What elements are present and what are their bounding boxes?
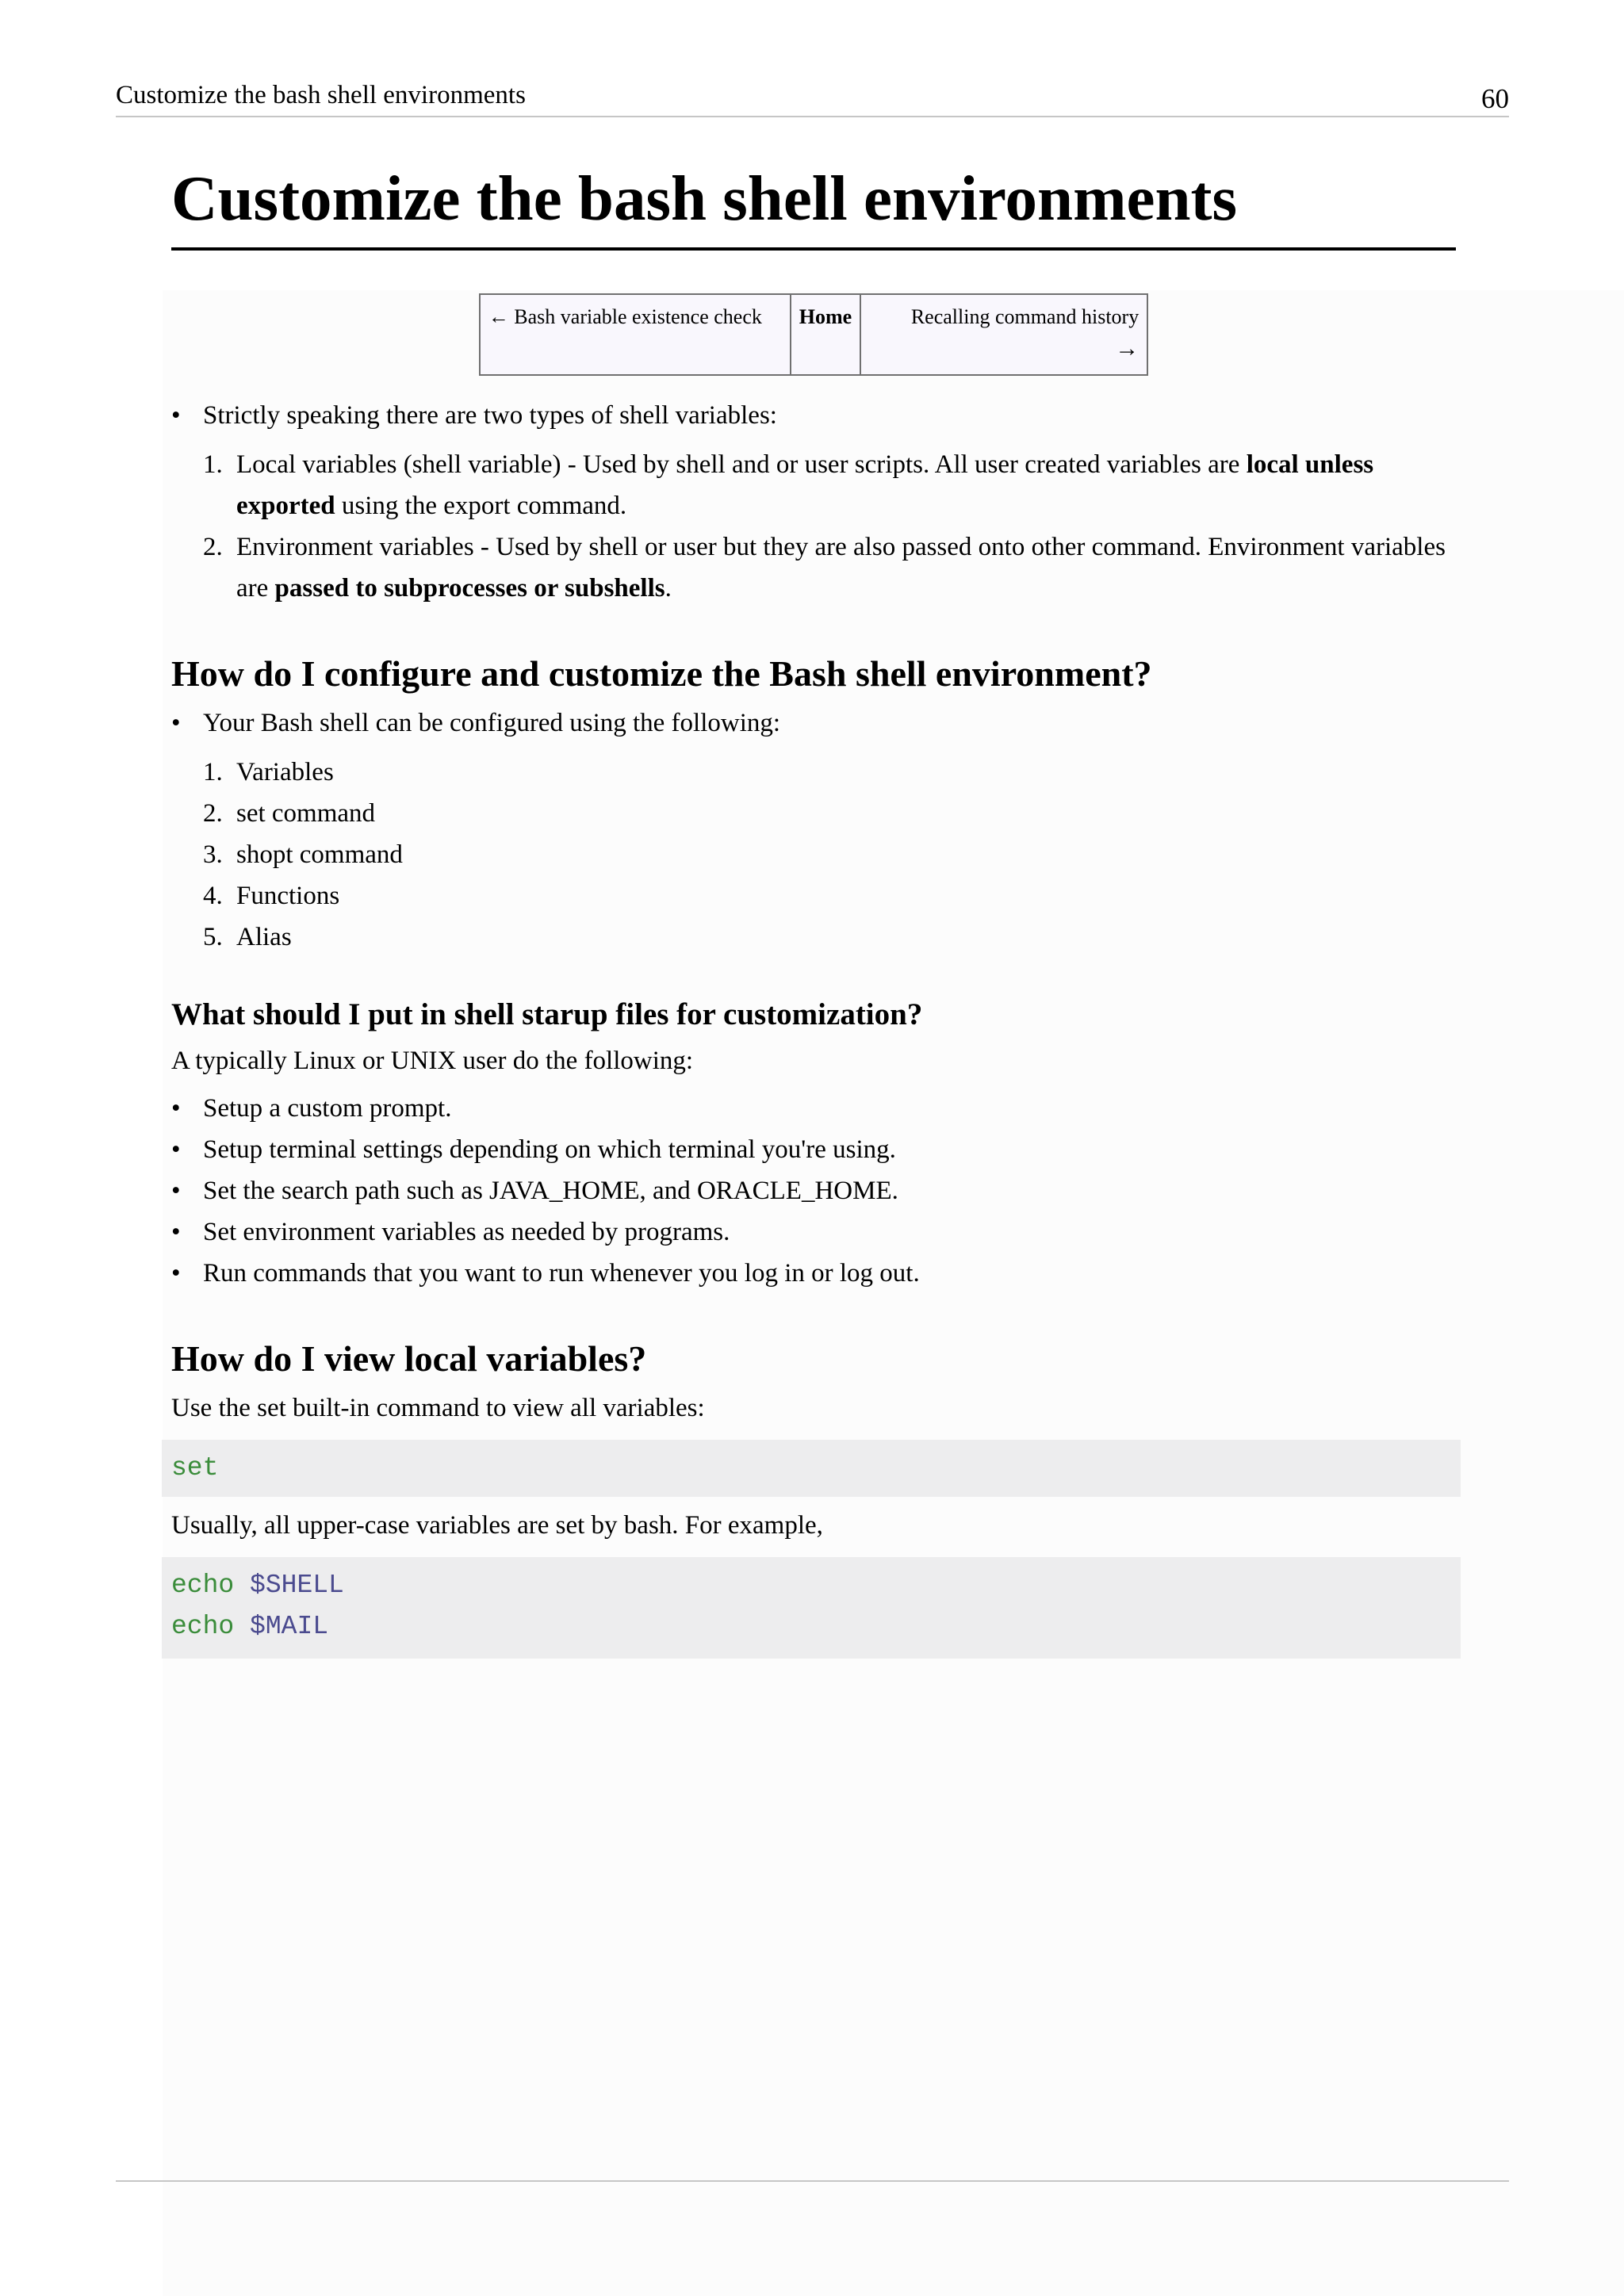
code-variable: $SHELL <box>250 1571 344 1600</box>
item-number: 2. <box>203 799 223 828</box>
list-item <box>171 834 1456 875</box>
code-command: echo <box>171 1571 235 1600</box>
intro-lead: Strictly speaking there are two types of shell variables: <box>203 401 777 430</box>
item-text: Alias <box>236 923 292 951</box>
list-item <box>171 793 1456 834</box>
page-content <box>171 159 1456 1659</box>
nav-prev-link[interactable]: ← Bash variable existence check <box>480 294 791 375</box>
nav-next-label: Recalling command history <box>910 305 1139 328</box>
item-number: 3. <box>203 840 223 869</box>
configure-lead-list <box>171 702 1456 744</box>
list-item <box>171 444 1456 526</box>
footer-rule <box>116 2180 1509 2182</box>
configure-lead: Your Bash shell can be configured using the following: <box>203 709 781 737</box>
running-title: Customize the bash shell environments <box>116 81 526 109</box>
variable-types-list <box>171 444 1456 609</box>
item-bold-text: passed to subprocesses or subshells <box>274 574 665 603</box>
nav-box <box>171 293 1456 376</box>
code-variable: $MAIL <box>250 1612 329 1641</box>
item-text: Local variables (shell variable) - Used by shell and or user scripts. All user created variables are <box>236 450 1247 479</box>
item-number: 5. <box>203 923 223 951</box>
nav-table <box>479 293 1148 376</box>
item-bold-text: local unless exported <box>236 450 1374 520</box>
list-item <box>171 916 1456 958</box>
list-item <box>171 702 1456 744</box>
page-title: Customize the bash shell environments <box>171 159 1456 251</box>
item-text: Functions <box>236 882 340 910</box>
list-item: • Run commands that you want to run whenever you log in or log out. <box>171 1253 1456 1294</box>
item-number: 4. <box>203 882 223 910</box>
list-item: • Setup a custom prompt. <box>171 1088 1456 1129</box>
item-text: . <box>665 574 672 603</box>
right-arrow-icon: → <box>1115 335 1139 362</box>
item-text: Variables <box>236 758 334 786</box>
page-number: 60 <box>1481 83 1509 114</box>
item-text: Environment variables - Used by shell or user but they are also passed onto other command. Environment variables are <box>236 533 1446 603</box>
code-command: echo <box>171 1612 235 1641</box>
item-number: 2. <box>203 533 223 561</box>
code-command: set <box>171 1453 219 1483</box>
code-block-set <box>162 1440 1461 1497</box>
section-heading-local-variables: How do I view local variables? <box>171 1338 647 1379</box>
nav-home-link[interactable]: Home <box>791 294 860 375</box>
local-variables-lead: Use the set built-in command to view all variables: <box>171 1394 705 1422</box>
section-heading-configure: How do I configure and customize the Bash shell environment? <box>171 653 1152 694</box>
list-item: • Set the search path such as JAVA_HOME, and ORACLE_HOME. <box>171 1170 1456 1211</box>
section-heading-startup-files: What should I put in shell starup files for customization? <box>171 997 923 1031</box>
running-header <box>116 78 1509 117</box>
list-item <box>171 875 1456 916</box>
startup-lead: A typically Linux or UNIX user do the following: <box>171 1047 694 1075</box>
item-number: 1. <box>203 758 223 786</box>
item-text: set command <box>236 799 376 828</box>
uppercase-note: Usually, all upper-case variables are set by bash. For example, <box>171 1511 823 1540</box>
item-text: using the export command. <box>335 492 627 520</box>
item-number: 1. <box>203 450 223 479</box>
list-item <box>171 526 1456 609</box>
configure-options-list <box>171 752 1456 958</box>
item-text: shopt command <box>236 840 403 869</box>
list-item: • Set environment variables as needed by programs. <box>171 1211 1456 1253</box>
startup-tasks-list <box>171 1088 1456 1294</box>
intro-list <box>171 395 1456 436</box>
list-item: • Setup terminal settings depending on which terminal you're using. <box>171 1129 1456 1170</box>
nav-next-link[interactable] <box>860 294 1147 375</box>
list-item <box>171 752 1456 793</box>
list-item <box>171 395 1456 436</box>
code-block-echo <box>162 1557 1461 1659</box>
